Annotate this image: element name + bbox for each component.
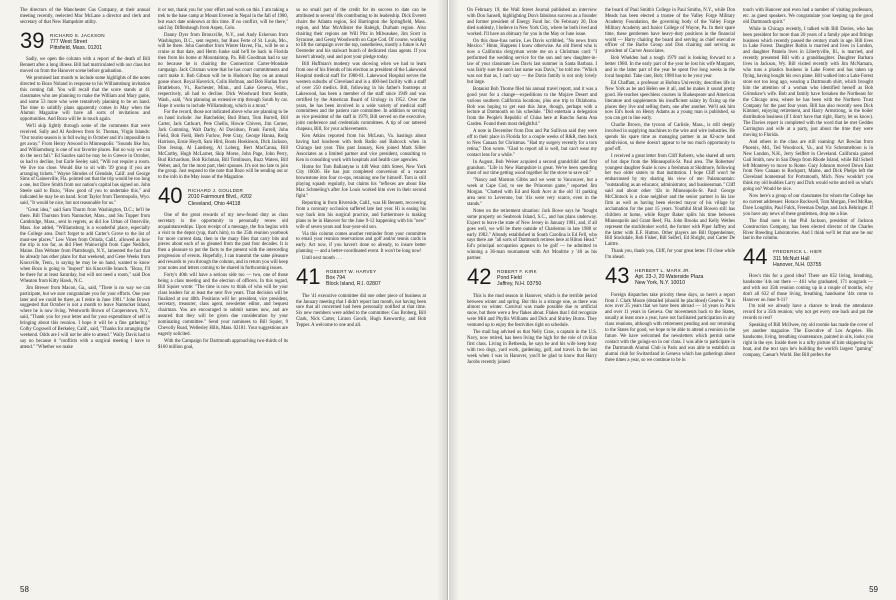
class-header-44 xyxy=(743,244,873,270)
class-header-39 xyxy=(20,27,150,53)
class-number: 40 xyxy=(158,183,183,209)
right-column-1 xyxy=(467,8,597,367)
class-number: 42 xyxy=(467,264,492,290)
address-line: Cleveland, Ohio 44118 xyxy=(188,200,241,207)
class-number: 41 xyxy=(296,264,321,290)
secretary-name: RICHARD J. GOULDER xyxy=(188,188,244,194)
column-paragraph: "Nancy and Marston Gibbs and we went to Vancouver, but a week at Cape Cod, to see the Princeton game," reported Jim Morgan. "Chatted with Ed and Ruth Acer at the old '41 parking area next to Leverone, but '41s were very scarce, even in the stands." xyxy=(467,178,597,207)
column-paragraph: so no small part of the credit for its success to date can be attributed to several '40s contributing to its leadership. Dick Everett chairs the Atlanta region, Sol Harrington the Springfield, Mass. region, and Mac McAllister the Raleigh, Durham region. Also chairing their regions are Will Pitz in Milwaukee, Jim Scott in Syracuse, and Georg Woodworth on Cape Cod. Of course, working to lift the campaign over the top, nonetheless, mostly a future is Art Oestreder and his stalwart bunch of dedicated class agents. If you haven't already, seal and post your pledge today. xyxy=(296,8,426,61)
class-header-42 xyxy=(467,264,597,290)
column-paragraph: One of the great rewards of my new-found duty as class secretary is the opportunity to personally renew old acquaintanceships. Upon receipt of a message, the fun begins with a visit to the depot (yup, that's him), to the 25th reunion yearbook for more current data, then to the many files that carry bits and pieces about each of us gleaned from the past four decades. It is then a pleasure to put the facts to the present with the interceding progression of events. Hopefully, I can transmit the same pleasure and rewards to you through the column, and in return you will keep your notes and letters coming to be shared in forthcoming issues. xyxy=(158,212,288,272)
secretary-name: HERBERT L. MARX JR. xyxy=(635,268,691,274)
class-secretary-address xyxy=(635,266,703,287)
address-line: 311 McNutt Hall xyxy=(773,255,810,262)
column-paragraph: Notes on the retirement situation: Jack Bowe says he "bought some property on Seabrook Island, S.C., and has plans underway. Expect to leave the state of New Jersey in January 1981, and, if all goes well, we will be there outside of Charleston in late 1980 or early 1982." Already established in South Carolina is Ed Fell, who says there are "all sorts of Dartmouth retirees here at Hilton Head." Ed's principal occupation appears to be golf — he admitted to winning a 36-man tournament with Art Moultrie y '40 as his partner. xyxy=(467,208,597,262)
column-paragraph: The mail bag advised us that Nelly Craw, a captain in the U.S. Navy, now retired, has been living the high for the role of civilian first class. Living in Bethesda, he says he and his wife keep busy with two dogs, yard work, gardening, golf, and travel. In the last week when I was in Hanover, you'll be glad to know that Harry Jacobs recently joined xyxy=(467,330,597,365)
column-paragraph: Speaking of Bill McIlwee, my old roomie has made the cover of yet another magazine. The Executive of Los Angeles. His handsome, living, breathing countenance, painted in oils, looks you right in the eye. Inside there is a nifty picture of him skippering his boat, and the text says he's building the world's largest "gaming" company, Caesar's World. But Bill prefers the xyxy=(743,323,873,358)
column-paragraph: Bob Whelden had a tough 1979 and is looking forward to a better 1980. In the early part of the year he lost his wife Margaret, and in the latter part of the year he spent five long weeks in the local hospital. Take care, Bob; 1980 has to be your year. xyxy=(605,56,735,79)
column-paragraph: I'm told we already have a chance to break the attendance record for a 35th reunion; why not get every one back and put the records to rest? xyxy=(743,304,873,322)
address-line: Pond Field xyxy=(497,275,522,282)
column-paragraph: Thank you, thank you, Cliff, for your great letter. I'll close while I'm ahead. xyxy=(605,249,735,261)
class-header-40 xyxy=(158,183,288,209)
column-paragraph: And others in the class are still roaming: Art Bowlan from Phoenix, Md., Ted Woodcock, Va., and Vic Schenmeltoon is in New London, N.H., Jerry Seiffert in Cleveland. California gained Gail Smith, now in San Diego from Rhode Island, while Bill Schell left Monterey to move to Rome. Gary Johnson moved Down East from New Canaan to Rockport, Maine, and Dick Phelps left the Cleveland homestead for Portsmouth, Mich. Now wouldn't you think my old buddies Larry and Dick would write and tell us what's going on? Would be nice. xyxy=(743,139,873,193)
address-line: New York, N.Y. 10010 xyxy=(635,280,686,287)
column-paragraph: it or not, thank you for your effort and work on this. I am taking a trek to the base camp at Mount Everest in Nepal in the fall of 1980, but exact date unknown at this time. If no conflict, will be there," said Jay Diffenbaugh from Aspen, Colo. xyxy=(158,8,288,31)
column-paragraph: For the record, those not indicated above who are planning to be on hand include: Joe Batchelder, Bud Blunt, Tom Burrell, Bill Carter, Jack Cathcart, Pete Chellis, Howie Chivers, Jim Corner, Jack Cumming, Walt Darby, Al Davidson, Frank Farrell, John Field, Bob Field, Herb Furlow, Pete Gray, George Hanna, Rodg Harrison, Ernie Heydt, Sam Hird, Boots Hoskinson, Dick Jackson, Don Jessup, Al Lansberg, Al Loberg, Bert MacCanna, Bill McCarthy, Hugh McLarnet, Skip Morse, John Page, John Perry, Bud Richardson, Bob Richman, Bill Tomlinson, Buzz Waters, Bill Weber, and, for the most part, their spouses. It's not too late to join the group. Just respond to the note that Bozo will be sending out or to the info in the May issue of the Magazine. xyxy=(158,110,288,181)
secretary-name: ROBERT F. KIRK xyxy=(497,269,538,275)
gutter-shadow xyxy=(449,0,459,600)
address-line: Block Island, R.I. 02807 xyxy=(326,281,381,288)
column-paragraph: "Great idea," said Sam Thurm from Washington, D.C.; he'll be there. Bill Thurston from Nantucket, Mass., and Stu Tupper from Cambridge, Mass., sent in regrets, as did Joe Urban of Osterville, Mass. Joe added, "Williamsburg is a wonderful place, especially the College area. Don't forget to add Carter's Grove to the list of must-see places." Lew Vines from Orinda, Calif., allowed as how the trip is too far, as did Fleet Wainwright from Cape Neddick, Maine. Dan Webster from Plattsburgh, N.Y., lamented the fact that he already has other plans for that weekend, and Gene Weeks from Knoxville, Tenn., is saying he may be on hand, wanted to know when Bozo is going to "inspect" his Knoxville branch. "Bozo, I'll be there for at least Saturday, but will not need a room," said Don Wheaton from Kitty Hawk, N.C. xyxy=(20,207,150,284)
column-paragraph: We promised last month to include some highlights of the notes directed to Bozo Noland in response to his Williamsburg invitation this coming fall. You will recall that the score stands at 41 classmates who are planning to make the William and Mary game, and some 53 more who were tentatively planning to be on hand. The time to solidify plans apparently comes in May when the Alumni Magazine will have all sorts of invitations and opportunities. And Bozo will be in touch again. xyxy=(20,76,150,123)
class-number: 43 xyxy=(605,263,630,289)
column-paragraph: Sadly, we open the column with a report of the death of Bill Bennett after a long illness. Bill had matriculated with our class but moved on from the Hanover scene before graduation. xyxy=(20,57,150,75)
column-paragraph: Reporting in from Riverside, Calif., was Hi Bennett, recovering from a coronary occlusion suffered late last year. Hi is easing his way back into his surgical practice, and furthermore is making plans to be in Hanover for the June 9-12 happening with his "new" wife of seven years and four-year-old son. xyxy=(296,201,426,230)
column-paragraph: This is the mud season in Hanover, which is the terrible period between winter and spring. But this is a strange one, as there was almost no winter. Carnival was made possible due to artificial snow, but there were a few flakes about. Flakes that I did recognize were Milt and Phyllis Williams and Dick and Shirley Burns. They ventured up to enjoy the festivities right on schedule. xyxy=(467,293,597,329)
secretary-name: ROBERT W. HARVEY xyxy=(326,269,377,275)
column-paragraph: We'll skip lightly through some of the comments that were received. Sally and Al Andrews from St. Thomas, Virgin Islands: "Our tourist season is in full swing in October and it's impossible to get away." From Henry Atwood in Minneapolis: "Sounds like fun, and Williamsburg is one of our favorite places. But no way we can do the next fall." Ed Saurles said he may be in Greece in October, so had to decline, but Earle Seeley said, "Will not require a room. We live too close. Would like to sit with '39 group if you are arranging tickets." Wayne Shrodes of Glendale, Calif. and George Sims of Gainesville, Fla. pointed out that the trip would be too long a one, but Dave Smith from our nation's capital has signed on. John Steele said to Bozo, "How good of you to undertake this," and indicated he may be on hand. Scott Taylor from Thermopolis, Wyo. said, "It would be nice, but not reasonable for us." xyxy=(20,124,150,207)
page-number: 58 xyxy=(20,585,29,594)
gutter-shadow xyxy=(437,0,447,600)
address-line: Box 794 xyxy=(326,275,346,282)
column-paragraph: How's this for a good idea? There are 632 living, breathing, handsome '44s out there — 461 who graduated, 171 nongrads — and with our 35th reunion coming up in a couple of months, why don't all 632 of those living, breathing, handsome '44s come to Hanover on June 9-11? xyxy=(743,273,873,303)
left-column-3 xyxy=(296,8,426,330)
address-line: Jaffrey, N.H. 03750 xyxy=(497,281,542,288)
secretary-name: FREDERICK L. HIER xyxy=(773,249,823,255)
class-secretary-address xyxy=(773,247,822,268)
column-paragraph: Via this column comes another reminder from your committee to email your reunion reservations and golf and/or tennis cards in early. Act now, if you haven't done so already, to insure better planning — and a better-coordinated event. It won't be long now! xyxy=(296,231,426,255)
column-paragraph: Forty's 40th will have a serious side too — two, one of those being a class meeting and the election of officers. In this regard, Bill Squier wrote: "The time is now to think of who will be your class leaders for at least the next five years. That decision will be finalized at our 40th. Positions will be: president, vice president, secretary, treasurer, class agent, newsletter editor, and bequest chairman. You are encouraged to submit names now, and are assured that they will be given due consideration by your nominating committee." Send your nominees to Bill Squier, 9 Chevolly Road, Wellesley Hills, Mass. 02181. Your suggestions are eagerly solicited. xyxy=(158,272,288,338)
column-paragraph: I received a great letter from Cliff Roberts, who shared all sorts of hot dope from the Minneapolis-St. Paul area. The Robertses' youngest daughter Suzie is now a freshman at Skidmore, following her two older sisters to that institution. I hope Cliff won't be embarrassed by my sharing his view of me: Palamountain: "outstanding as an educator, administrator, and businessman." Cliff said and about other '42s in Minneapolis-St. Paul: George McClintock is a close neighbor and the senior partner in his law firm as well as having been elected mayor of his village by acclamation for the past 15 years. Youthful Brad Bowen still has children at home, while Roger Baker splits his time between Minneapolis and Grant Reef, Fla. John Brooks and Kelly Wethes represent the stockbroker world, the former with Piper Jaffrey and the latter with E.F. Hutton. Other players are Bill Oppenheimer, Bill Stockdale, Bob Fisher, Bill Seiferl, Ed Shright, and Carter De Laittre. xyxy=(605,153,735,248)
address-line: 2010 Fairmount Blvd., #202 xyxy=(188,194,252,201)
column-paragraph: the board of Paul Smith's College in Paul Smiths, N.Y., while Don Meads has been elected a trustee of the Valley Forge Military Academy Foundation, the governing body of the Valley Forge Military Academy and Junior College of Wayne, Pa. In their spare time, these gentlemen have heavy-duty positions in the financial world — Harry chairing the board and serving as chief executive officer of the Bache Group and Don chairing and serving as president of Carver Associates. xyxy=(605,8,735,55)
column-paragraph: Botanist Bob Thorne filed his annual travel report, and it was a good year for a change—expeditions to the Mojave Desert and various southern California locations, plus one trip to Oklahoma. Bob was hoping to get east this June, though, perhaps with a lecture at Dartmouth on his schedule. "Did entertain a delegation from the People's Republic of China here at Rancho Santa Ana Garden. Found them most delightful." xyxy=(467,86,597,128)
column-paragraph: Until next month . . . xyxy=(302,256,342,262)
intro-paragraph: The directors of the Manchester Gas Company, at their annual meeting recently, reelected Mac McLane a director and clerk and secretary of that New Hampshire utility. xyxy=(20,8,150,25)
column-paragraph: On this dose-fuss notice, Les Davis scribbled, "No news from Mexico." Hmm, Happens I know otherwise. An old friend who is now a California clergyman wrote me on a Christmas card: "I performed the wedding service for the son and new daughter-in-law of your classmate Les Davis last summer in Santa Barbara. I was fairly sure the son's last name was Davis," he told me. "Which was not that as, I can't say — the Davis family is not only lovely but large. xyxy=(467,38,597,85)
column-paragraph: The final note is that Phil Jackson, president of Jackson Construction Company, has been elected director of the Charles River Breeding Laboratories. And I think we'll let that one be our last in the column. xyxy=(743,218,873,242)
class-number: 44 xyxy=(743,244,768,270)
left-column-2 xyxy=(158,8,288,352)
class-secretary-address xyxy=(188,186,252,207)
right-page xyxy=(448,0,896,600)
column-paragraph: Foreign dispatches take priority these days, so here's a report from J. Clark Moore (detailed (should be placidoed) Genève. "It is now over 25 years that we have been abroad — 14 years in Paris and over 11 years in Geneva. Our movements back to the States, usually at least once a year, have not facilitated participation in any class reunions, although with retirement pending and our returning to the States for good, we hope to be able to attend a reunion in the future. We have welcomed the newsletters which permit some contact with the goings-on in our class. I was able to participate in the Dartmouth Alumni Club in Paris and was able to establish an alumni club for Switzerland in Geneva which has gatherings about three times a year, so we continue to be in xyxy=(605,292,735,363)
class-header-43 xyxy=(605,263,735,289)
class-secretary-address xyxy=(326,267,381,288)
class-number: 39 xyxy=(20,27,45,53)
right-column-2 xyxy=(605,8,735,365)
column-paragraph: In August, Bob Weiser acquired a second grandchild and first grandson. "Life in New Hampshire is great. We've been spending most of our time getting wood together for the stove to save oil." xyxy=(467,159,597,177)
column-paragraph: Jim Brewer from Macon, Ga., said, "There is no way we can participate, but we sure congratulate you for your efforts. One year later and we could be there, as I retire in June 1981." John Brown suggested that October is not a month to leave Nantucket Island, where he is now living. Wentworth Brown of Cooperstown, N.Y., said, "Thank you for your letter and for your expenditure of self in bringing about this reunion. I hope it will be a fine gathering." Colby Cogswell of Berkeley, Calif., said, "Thanks for arranging the weekend. Odds are I will not be able to attend." Wally Davis had to say no because it "conflicts with a surgical meeting I have to attend." "Whether we make xyxy=(20,285,150,350)
column-paragraph: The '41 executive committee did one other piece of business at the January meeting that I didn't report last month, not having been sure that all concerned had been personally notified at that time. Six new members were added to the committee: Gus Broberg, Bill Clark, Nick Carter, Linton Gooch, Hugh Kenworthy, and Bob Tepper. A welcome to one and all. xyxy=(296,293,426,329)
page-number: 59 xyxy=(869,585,878,594)
secretary-name: RICHARD S. JACKSON xyxy=(50,32,105,38)
left-column-1 xyxy=(20,8,150,352)
column-paragraph: touch with Hanover and even had a number of visiting professors, etc. as guest speakers. We congratulate your keeping up the good old Dartmouth spirit." xyxy=(743,8,873,25)
column-paragraph: A note in December from Don and Pat Sullivan said they were off to their place in Florida for a couple weeks of R&R, then back to New Canaan for Christmas. "Had my surgery recently for a torn retina," Don wrote. "Glad to report all is well, but can't wear my contact lens for a while." xyxy=(467,129,597,158)
column-paragraph: Charlie Brown, the tycoon of Carlisle, Mass., is still deeply involved in supplying machines to the wire and wire industries. He spends his spare time as managing partner in an 82-acre land subdivision, so there doesn't appear to be too much opportunity to goof off. xyxy=(605,123,735,152)
column-paragraph: Now here's a group of our classmates for whom the College has no current addresses: Horace Rockwell, Tom Morgan, Fred McRae, Dave Loughlin, Paul Falck, Freeman Dodge, and Jack Behringer. If you have any news of these gentlemen, drop me a line. xyxy=(743,194,873,217)
address-line: Hanover, N.H. 03755 xyxy=(773,261,822,268)
column-paragraph: While in Chicago recently, I talked with Bill Davies, who has been president for more than 20 years of a family pipe and fittings business which recently passed the century mark in age. Bill lives in Lake Forest. Daughter Robin is married and lives in London, and daughter Pamela lives in Libertyville, Ill., is married, and recently presented Bill with a granddaughter. Daughter Barbara lives in Jackson, Wy. Bill visited recently with Jim McNamara, who runs a plastics business in Lake Forest and has taken up flying, having bought his own plane. Bill walked into a Lake Forest store not too long ago, wearing a Dartmouth shirt, which brought him the attention of a woman who identified herself as Bob Grimshaw's wife. Bob and family have forsaken the Northeast for the Chicago area, where he has been with the Northern Trust Company for the past four years. Bill has also recently seen Dick Kimmel, enjoying retirement, and Harry Armstrong, in the boiler distribution business (if I don't have that right, Harry, let us know). The Davies report is completed with the word that he met Geddes Carrington and wife at a party, just about the time they were moving to Florida. xyxy=(743,26,873,139)
address-line: 777 West Street xyxy=(50,38,88,45)
class-secretary-address xyxy=(50,31,105,52)
column-paragraph: Danny Dyer from Bronxville, N.Y., and Andy Eckerson from Washington, D.C., sent regrets, but Russ Ferte of St. Louis, Mo., will be there. John Guenther from Winter Haven, Fla., will be on a cruise at that date, and Herm Junke said he'll be back in Florida then from his home at Mountaintop, Pa. Bill Goodman had to say no because he is chairing the Connecticut Carter-Mondale campaign. Jack Crisman wrote that he has court commitments and can't make it. Bob Gibson will be in Hudson's Bay on an annual goose shoot. Royal Haverick, Colin Hofman, and Bob Harlan from Brattleboro, Vt., Rochester, Minn., and Lake Geneva, Wisc., respectively, all had to decline. Dick Woodward from Seattle, Wash., said, "Am planning an extensive trip through South by car. Hope it works to include Williamsburg, which is a must." xyxy=(158,32,288,109)
column-paragraph: On February 19, the Wall Street Journal published an interview with Don Sansell, highlighting Don's fabulous success as a founder and former president of Energy Fund Inc. On February 20, Don died suddenly, I believe in New York City, where he both lived and worked. I'll have an obituary for you in the May or June issue. xyxy=(467,8,597,37)
address-line: Pittsfield, Mass. 01201 xyxy=(50,45,103,52)
column-paragraph: With the Campaign for Dartmouth approaching two-thirds of its $160 million goal, xyxy=(158,338,288,350)
column-paragraph: Bill Huffman's modesty was showing when we had to learn from one of his friends of his election as president of the Lakewood Hospital medical staff for 1980-81. Lakewood Hospital serves the western suburbs of Cleveland and is a 400-bed facility with a staff of over 250 medics. Bill, following in his father's footsteps at Lakewood, has been a member of the staff since 1949 and was certified by the American Board of Urology in 1952. Over the years, he has been involved in a wide variety of medical staff committees and the patient care committee. In addition to serving as vice president of the staff in 1979, Bill served on the executive, joint conference and credentials committees. A tip of our tattered chapeau, Bill, for your achievements. xyxy=(296,62,427,133)
class-secretary-address xyxy=(497,267,541,288)
column-paragraph: Ken Atkins reported from his McLean, Va. hastings about having had luncheon with both Radio and Babcock when in Chicago last year. This past January, Ken joined Mark Silber Associates as a limited partner and vice president, consulting to Ken in consulting work with hospitals and health care agencies. xyxy=(296,134,426,163)
right-column-3 xyxy=(743,8,873,360)
column-paragraph: Home for Tom Ballantyne is 440 West 44th Street, New York City 10036. He has just completed conversion of a vacant brownstone into four co-ops, retaining one for himself. Tom is still playing squash regularly, but claims his "reflexes are about like Max Schmeling's after Joe Louis worked him over in their second fight." xyxy=(296,164,426,200)
column-paragraph: Ed Chaffant, a professor at Hofstra University, describes life in New York as he and Helen see it all, and he makes it sound pretty good. He teaches speechless courses in Shakespeare and American literature and supplements his insufficient salary by fixing up the places they live and selling them, one after another. We'll ask him now Ed's book on Henry Adams as a young man is published, so you can get in line early. xyxy=(605,80,735,122)
class-header-41 xyxy=(296,264,426,290)
address-line: Apt. 23-J, 20 Waterside Plaza xyxy=(635,274,704,281)
